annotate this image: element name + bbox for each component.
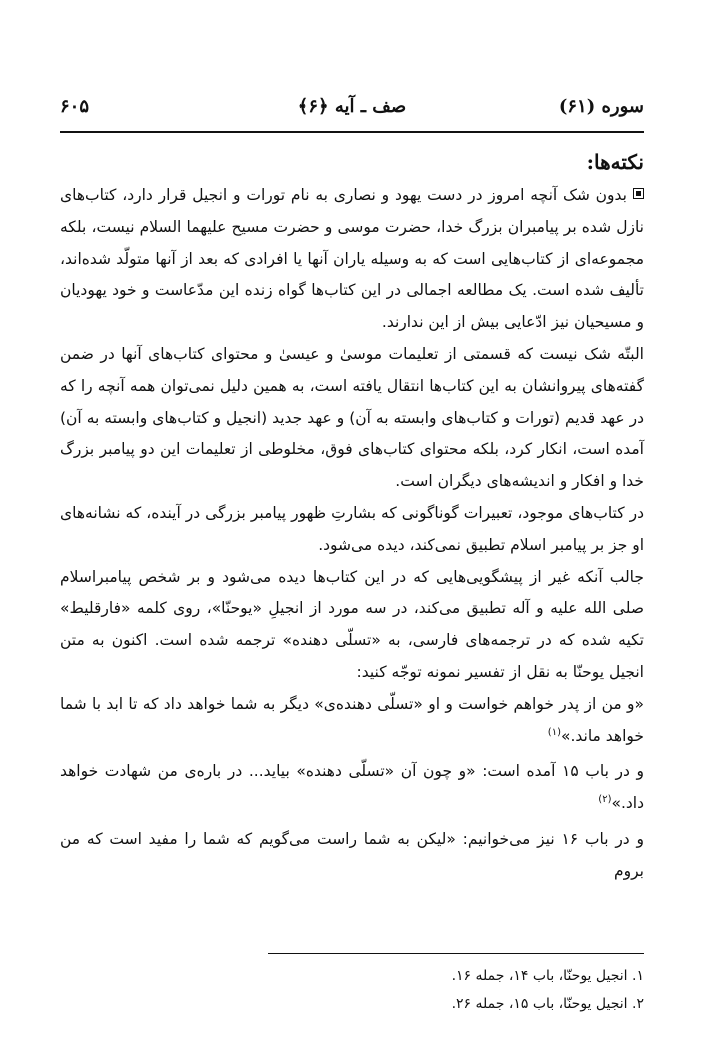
footnote-ref-2[interactable]: (۲) [598, 793, 612, 805]
paragraph: البتّه شک نیست که قسمتی از تعلیمات موسیٰ و عیسیٰ و محتوای کتاب‌های آنها در ضمن گفته‌های پیروانشان به این کتاب‌ها انتقال یافته است، به همین دلیل نمی‌توان همه آنچه را که در عهد قدیم (تورات و کتاب‌های وابسته به آن) و عهد جدید (انجیل و کتاب‌های وابسته به آن) آمده است، انکار کرد، بلکه محتوای کتاب‌های فوق، مخلوطی از تعلیمات این دو پیامبر بزرگ خدا و افکار و اندیشه‌های دیگران است. [60, 344, 644, 491]
quote-paragraph [60, 689, 644, 753]
paragraph: و در باب ۱۶ نیز می‌خوانیم: «لیکن به شما راست می‌گویم که شما را مفید است که من بروم [60, 829, 644, 880]
quote-text: «و من از پدر خواهم خواست و او «تسلّی دهنده‌ی» دیگر به شما خواهد داد که تا ابد با شما خواهد ماند.» [60, 694, 644, 745]
page-body [60, 144, 644, 888]
paragraph [60, 180, 644, 339]
footnotes [60, 962, 644, 1018]
surah-label: سوره (۶۱) [558, 96, 644, 117]
chapter-verse-title: صف ـ آیه ﴿۶﴾ [297, 96, 407, 117]
page-header [60, 96, 644, 124]
footnote-1: ۱. انجیل یوحنّا، باب ۱۴، جمله ۱۶. [451, 968, 644, 984]
quote-text: و در باب ۱۵ آمده است: «و چون آن «تسلّی دهنده» بیاید... در باره‌ی من شهادت خواهد داد.» [60, 762, 644, 813]
page-number: ۶۰۵ [60, 96, 90, 117]
paragraph: جالب آنکه غیر از پیشگویی‌هایی که در این کتاب‌ها دیده می‌شود و بر شخص پیامبراسلام صلی الله علیه و آله تطبیق می‌کند، در سه مورد از انجیلِ «یوحنّا»، روی کلمه «فارقلیط» تکیه شده که در ترجمه‌های فارسی، به «تسلّی دهنده» ترجمه شده است. اکنون به متن انجیل یوحنّا به نقل از تفسیر نمونه توجّه کنید: [60, 567, 644, 681]
footnote-2: ۲. انجیل یوحنّا، باب ۱۵، جمله ۲۶. [451, 996, 644, 1012]
footnote-divider [268, 953, 644, 954]
section-heading: نکته‌ها: [586, 150, 644, 174]
square-bullet-icon [633, 188, 644, 199]
paragraph: در کتاب‌های موجود، تعبیرات گوناگونی که بشارتِ ظهور پیامبر بزرگی در آینده، که نشانه‌های او جز بر پیامبر اسلام تطبیق نمی‌کند، دیده می‌شود. [60, 503, 644, 554]
quote-paragraph [60, 756, 644, 820]
paragraph-text: بدون شک آنچه امروز در دست یهود و نصاری به نام تورات و انجیل قرار دارد، کتاب‌های نازل شده بر پیامبران بزرگ خدا، حضرت موسی و حضرت مسیح علیهما السلام نیست، بلکه مجموعه‌ای از کتاب‌هایی است که به وسیله یاران آنها یا افرادی که بعد از آنها متولّد شده‌اند، تألیف شده است. یک مطالعه اجمالی در این کتاب‌ها گواه زنده این مدّعاست و خود یهودیان و مسیحیان نیز ادّعایی بیش از این ندارند. [60, 186, 644, 332]
header-divider [60, 131, 644, 133]
footnote-ref-1[interactable]: (۱) [547, 726, 561, 738]
